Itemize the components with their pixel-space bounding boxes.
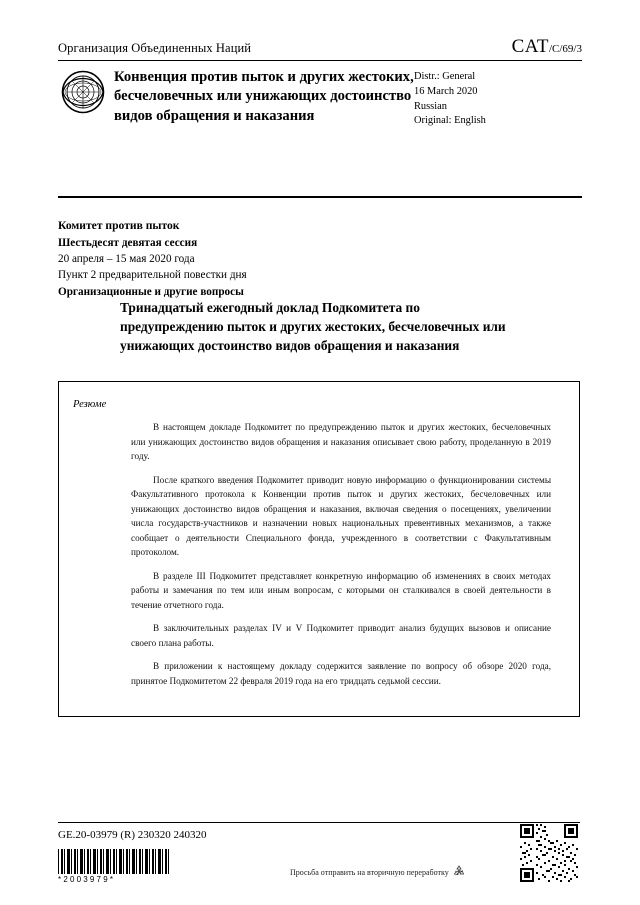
un-emblem-icon xyxy=(58,70,108,114)
summary-paragraph: В настоящем докладе Подкомитет по предупреждению пыток и других жестоких, бесчеловечных или унижающих достоинство видов обращения и наказания описывает свою работу, проделанную в 2019 году. xyxy=(131,422,551,462)
symbol-main: CAT xyxy=(511,36,549,57)
symbol-suffix: /C/69/3 xyxy=(548,43,582,55)
barcode-image xyxy=(58,849,170,874)
summary-label: Резюме xyxy=(73,399,107,410)
footer-rule xyxy=(58,822,580,823)
barcode-label: *2003979* xyxy=(58,875,116,884)
document-language: Russian xyxy=(414,100,447,112)
document-symbol xyxy=(512,36,582,58)
organization-name: Организация Объединенных Наций xyxy=(58,41,252,55)
document-code: GE.20-03979 (R) 230320 240320 xyxy=(58,829,207,841)
document-header xyxy=(58,36,582,61)
summary-paragraph: В заключительных разделах IV и V Подкомитет приводит анализ будущих вызовов и описание своего плана работы. xyxy=(131,623,551,648)
summary-paragraph: В приложении к настоящему докладу содержится заявление по вопросу об обзоре 2020 года, принятое Подкомитетом 22 февраля 2019 года на его тридцать седьмой сессии. xyxy=(131,661,551,686)
session-dates: 20 апреля – 15 мая 2020 года xyxy=(58,253,195,266)
distribution-line: Distr.: General xyxy=(414,71,476,82)
summary-box xyxy=(58,381,580,717)
recycle-icon xyxy=(453,865,465,879)
original-language: Original: English xyxy=(414,115,486,127)
title-block xyxy=(58,62,582,180)
summary-paragraph: В разделе III Подкомитет представляет конкретную информацию об изменениях в своих методах работы и замечания по тем или иным вопросам, с которыми он сталкивался в своей деятельности в течение отчетного года. xyxy=(131,570,551,610)
summary-body xyxy=(131,420,551,698)
header-rule xyxy=(58,60,582,61)
agenda-title: Организационные и другие вопросы xyxy=(58,285,244,298)
report-title: Тринадцатый ежегодный доклад Подкомитета по предупреждению пыток и других жестоких, бесчеловечных или унижающих достоинство видов обращения и наказания xyxy=(120,300,506,354)
title-separator-rule xyxy=(58,196,582,198)
summary-paragraph: После краткого введения Подкомитет приводит новую информацию о функционировании системы Факультативного протокола к Конвенции против пыток и других жестоких, бесчеловечных или унижающих достоинство видов обращения и наказания, включая сведения о посещениях, увеличении числа государств-участников и назначении новых национальных превентивных механизмов, а также сообщает о деятельности Специального фонда, учрежденного в соответствии с Факультативным протоколом. xyxy=(131,474,551,558)
recycle-note xyxy=(290,865,465,879)
convention-title: Конвенция против пыток и других жестоких, бесчеловечных или унижающих достоинство видов обращения и наказания xyxy=(114,69,414,124)
recycle-note-text: Просьба отправить на вторичную переработку xyxy=(290,867,449,877)
agenda-item: Пункт 2 предварительной повестки дня xyxy=(58,269,247,282)
distribution-block xyxy=(414,70,534,129)
committee-session: Шестьдесят девятая сессия xyxy=(58,236,198,249)
barcode-block xyxy=(58,849,178,884)
qr-code xyxy=(520,824,578,882)
document-date: 16 March 2020 xyxy=(414,85,478,97)
committee-block xyxy=(58,218,582,300)
committee-name: Комитет против пыток xyxy=(58,219,180,232)
